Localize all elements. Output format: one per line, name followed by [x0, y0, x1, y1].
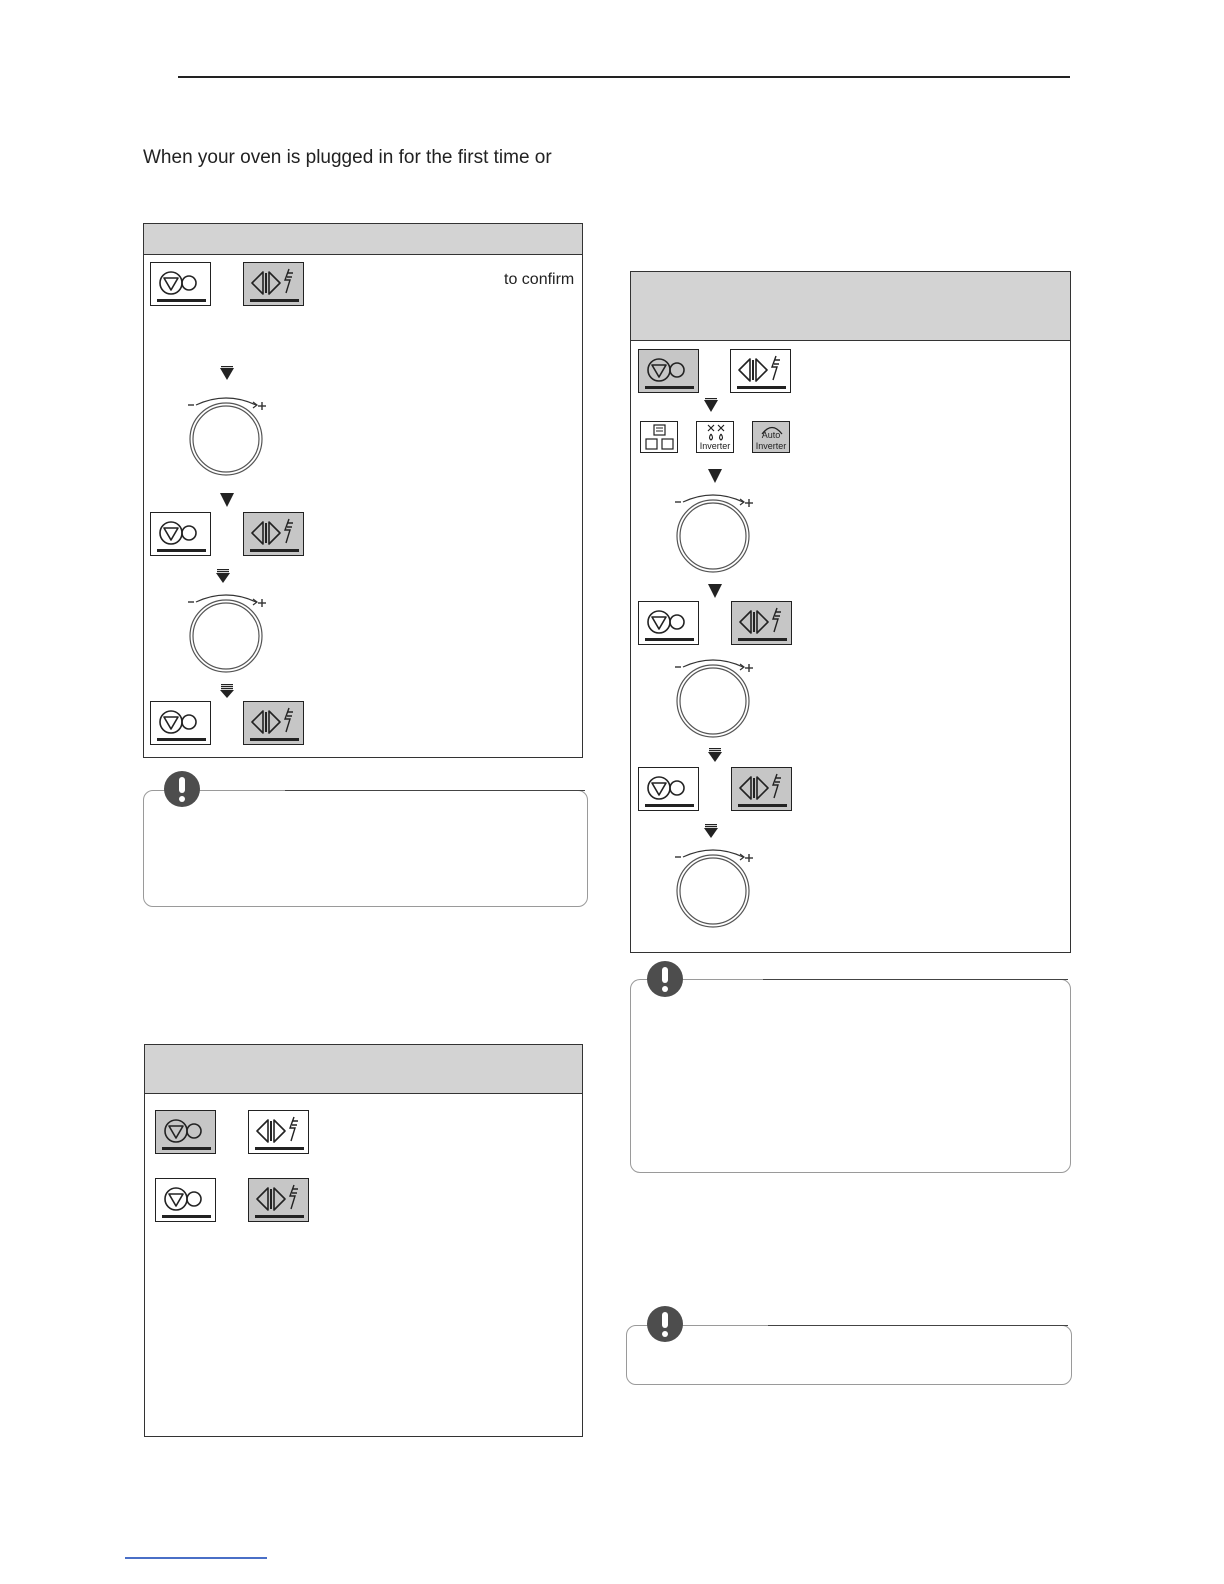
- start-icon: [244, 702, 305, 746]
- dial-icon: [671, 655, 755, 739]
- start-icon: [732, 768, 793, 812]
- intro-text: When your oven is plugged in for the first time or: [143, 147, 552, 168]
- start-button[interactable]: [243, 512, 304, 556]
- note-rule: [763, 979, 1068, 980]
- start-button[interactable]: [731, 601, 792, 645]
- panel-header: [631, 272, 1070, 341]
- stop-clear-icon: [151, 513, 212, 557]
- note-box: [630, 979, 1071, 1173]
- top-rule: [178, 76, 1070, 78]
- note-box: [143, 790, 588, 907]
- stop-clear-button[interactable]: [150, 701, 211, 745]
- quick-panel: [144, 1044, 583, 1437]
- step-arrow-icon: [703, 398, 719, 412]
- start-button[interactable]: [731, 767, 792, 811]
- dial-icon: [671, 845, 755, 929]
- step-arrow-icon: [219, 366, 235, 380]
- start-icon: [732, 602, 793, 646]
- step-arrow-icon: [707, 748, 723, 762]
- start-icon: [249, 1179, 310, 1223]
- dial-knob[interactable]: [671, 490, 755, 574]
- start-button[interactable]: [248, 1178, 309, 1222]
- note-rule: [768, 1325, 1068, 1326]
- menu-icon: [641, 422, 679, 454]
- step-arrow-icon: [707, 469, 723, 483]
- panel-header: [145, 1045, 582, 1094]
- mode-top-label: Auto: [761, 430, 781, 440]
- note-rule: [285, 790, 585, 791]
- panel-header: [144, 224, 582, 255]
- auto-inverter-button[interactable]: [752, 421, 790, 453]
- note-box: [626, 1325, 1072, 1385]
- defrost-inverter-button[interactable]: [696, 421, 734, 453]
- dial-icon: [184, 393, 268, 477]
- step-arrow-icon: [215, 569, 231, 583]
- stop-clear-button[interactable]: [150, 512, 211, 556]
- step-arrow-icon: [219, 493, 235, 507]
- step-arrow-icon: [703, 824, 719, 838]
- dial-knob[interactable]: [671, 655, 755, 739]
- start-button[interactable]: [243, 262, 304, 306]
- step-arrow-icon: [707, 584, 723, 598]
- stop-clear-icon: [639, 350, 700, 394]
- stop-clear-button[interactable]: [638, 601, 699, 645]
- step-arrow-icon: [219, 684, 235, 698]
- stop-clear-button[interactable]: [150, 262, 211, 306]
- stop-clear-icon: [156, 1111, 217, 1155]
- stop-clear-button[interactable]: [638, 767, 699, 811]
- start-button[interactable]: [243, 701, 304, 745]
- note-icon: [164, 771, 200, 807]
- menu-button[interactable]: [640, 421, 678, 453]
- dial-knob[interactable]: [184, 393, 268, 477]
- stop-clear-icon: [639, 768, 700, 812]
- note-icon: [647, 961, 683, 997]
- dial-icon: [671, 490, 755, 574]
- mode-label: Inverter: [755, 441, 787, 451]
- stop-clear-button[interactable]: [155, 1178, 216, 1222]
- start-icon: [249, 1111, 310, 1155]
- footer-link-underline[interactable]: [125, 1557, 267, 1559]
- dial-knob[interactable]: [184, 590, 268, 674]
- dial-icon: [184, 590, 268, 674]
- start-icon: [244, 263, 305, 307]
- start-icon: [731, 350, 792, 394]
- start-icon: [244, 513, 305, 557]
- mode-label: Inverter: [699, 441, 731, 451]
- stop-clear-icon: [151, 263, 212, 307]
- dial-knob[interactable]: [671, 845, 755, 929]
- stop-clear-icon: [151, 702, 212, 746]
- confirm-text: to confirm: [504, 271, 575, 288]
- stop-clear-button[interactable]: [638, 349, 699, 393]
- stop-clear-icon: [156, 1179, 217, 1223]
- start-button[interactable]: [730, 349, 791, 393]
- stop-clear-icon: [639, 602, 700, 646]
- start-button[interactable]: [248, 1110, 309, 1154]
- note-icon: [647, 1306, 683, 1342]
- stop-clear-button[interactable]: [155, 1110, 216, 1154]
